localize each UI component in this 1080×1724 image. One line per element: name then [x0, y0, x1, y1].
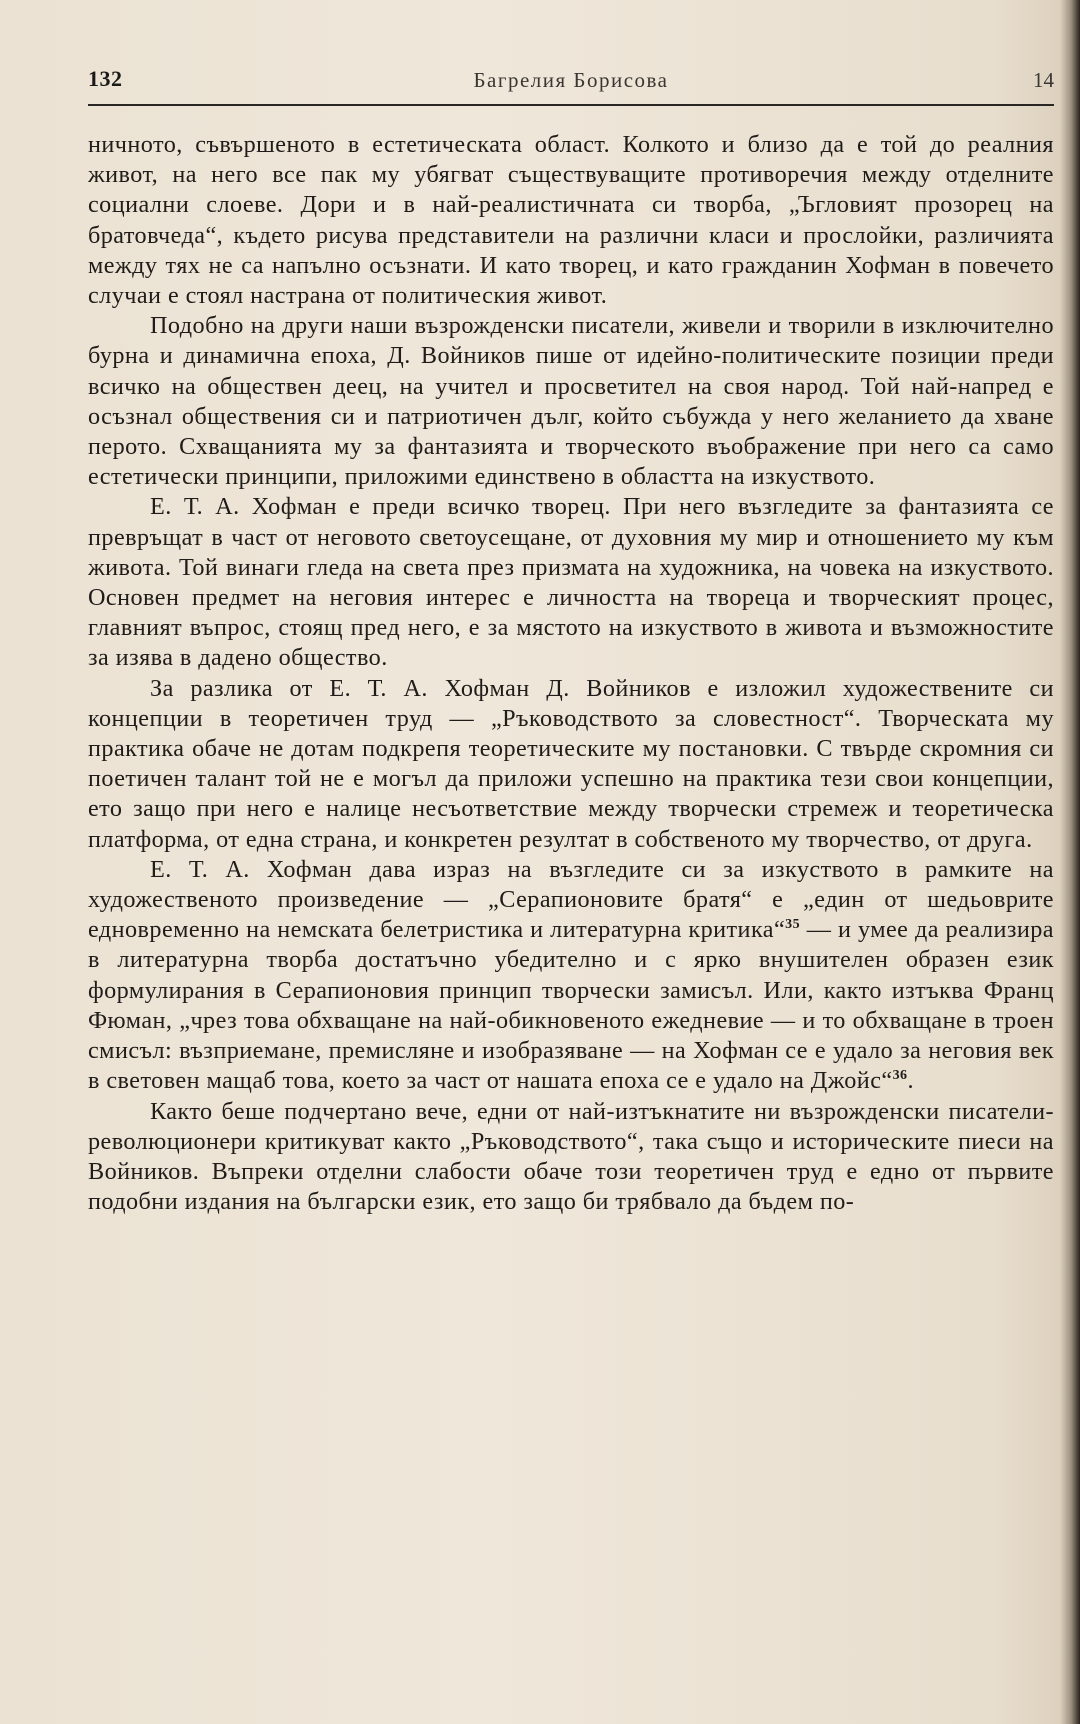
header-right-mark: 14: [1033, 68, 1054, 92]
page-number: 132: [88, 66, 123, 91]
paragraph: ничното, съвършеното в естетическата област. Колкото и близо да е той до реалния живот, на него все пак му убягват съществуващите противоречия между отделните социални слоеве. Дори и в най-реалистичната си творба, „Ъгловият прозорец на братовчеда“, където рисува представители на различни класи и прослойки, различията между тях не са напълно осъзнати. И като творец, и като гражданин Хофман в повечето случаи е стоял настрана от политическия живот.: [88, 131, 1054, 310]
paragraph-text: Е. Т. А. Хофман дава израз на възгледите си за изкуството в рамките на художественото произведение — „Серапионовите братя“ е „един от шедьоврите едновременно на немската белетристика и литературна критика“: [88, 855, 1054, 944]
paragraph-text: — и умее да реализира в литературна творба достатъчно убедително и с ярко внушителен образен език формулирания в Серапионовия принцип творчески замисъл. Или, както изтъква Франц Фюман, „чрез това обхващане на най-обикновеното ежедневие — и то обхващане в троен смисъл: възприемане, премисляне и изобразяване — на Хофман се е удало за неговия век в световен мащаб това, което за част от нашата епоха се е удало на Джойс“: [88, 916, 1054, 1095]
paragraph: Както беше подчертано вече, едни от най-изтъкнатите ни възрожденски писатели-революционери критикуват както „Ръководството“, така също и историческите пиеси на Войников. Въпреки отделни слабости обаче този теоретичен труд е едно от първите подобни издания на български език, ето защо би трябвало да бъдем по-: [88, 1097, 1054, 1216]
footnote-marker: 36: [892, 1068, 908, 1084]
paragraph: За разлика от Е. Т. А. Хофман Д. Войников е изложил художествените си концепции в теоретичен труд — „Ръководството за словестност“. Творческата му практика обаче не дотам подкрепя теоретическите му постановки. С твърде скромния си поетичен талант той не е могъл да приложи успешно на практика тези свои концепции, ето защо при него е налице несъответствие между творчески стремеж и теоретическа платформа, от една страна, и конкретен резултат в собственото му творчество, от друга.: [88, 674, 1054, 853]
page-header: [88, 66, 1054, 100]
footnote-marker: 35: [785, 917, 801, 933]
body-text: [88, 130, 1054, 1217]
paragraph: Подобно на други наши възрожденски писатели, живели и творили в изключително бурна и динамична епоха, Д. Войников пише от идейно-политическите позиции преди всичко на обществен деец, на учител и просветител на своя народ. Той най-напред е осъзнал обществения си и патриотичен дълг, който събужда у него желанието да хване перото. Схващанията му за фантазията и творческото въображение при него са само естетически принципи, приложими единствено в областта на изкуството.: [88, 312, 1054, 491]
paragraph: [88, 855, 1054, 1097]
paragraph: Е. Т. А. Хофман е преди всичко творец. При него възгледите за фантазията се превръщат в част от неговото светоусещане, от духовния му мир и отношението му към живота. Той винаги гледа на света през призмата на художника, на човека на изкуството. Основен предмет на неговия интерес е личността на твореца и творческият процес, главният въпрос, стоящ пред него, е за мястото на изкуството в живота и възможностите за изява в дадено общество.: [88, 493, 1054, 672]
page-edge-shadow: [1060, 0, 1080, 1724]
header-divider: [88, 104, 1054, 106]
paragraph-text: .: [907, 1067, 914, 1095]
running-title: Багрелия Борисова: [473, 68, 669, 92]
